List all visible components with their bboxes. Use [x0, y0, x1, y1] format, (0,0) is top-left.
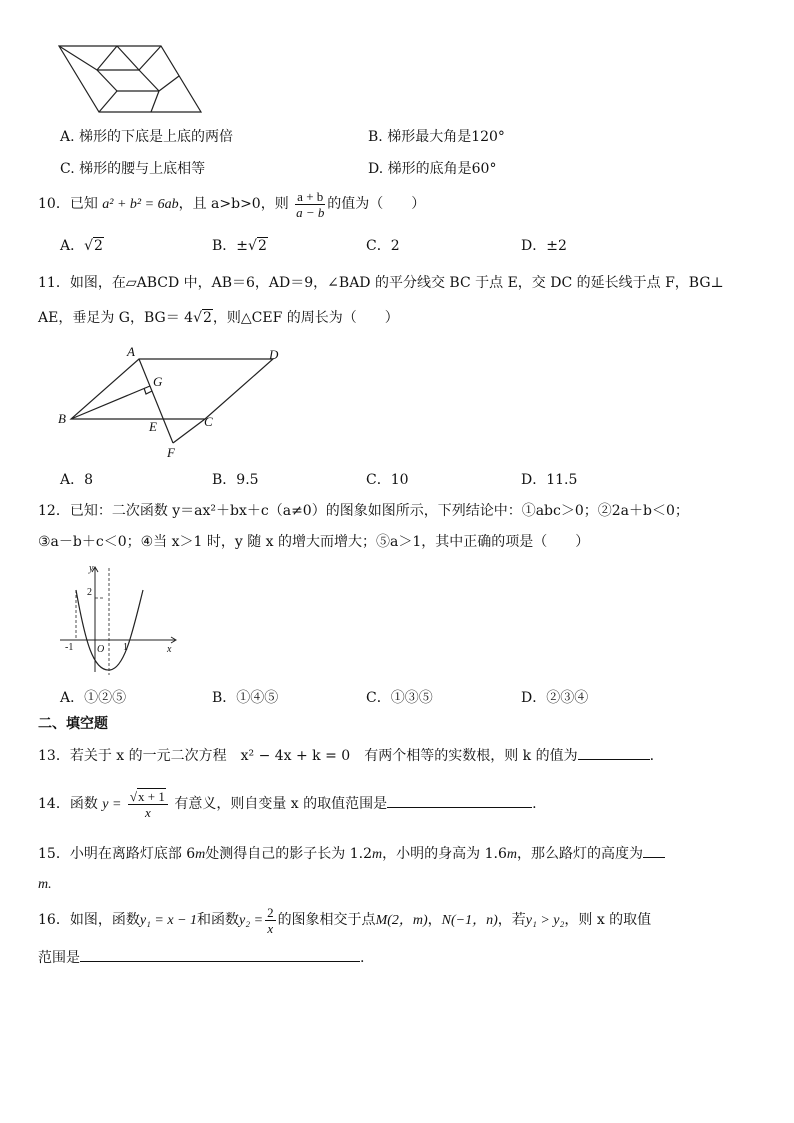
q11-stem-line2: AE，垂足为 G，BG＝ 4√2，则△CEF 的周长为（ ）: [38, 310, 399, 326]
q9-option-b: B. 梯形最大角是120°: [368, 129, 505, 145]
q10-equation: a² + b² = 6ab: [102, 197, 179, 212]
q10-stem: [38, 188, 425, 221]
graph-y-label: y: [89, 563, 94, 574]
q10-option-d: D．±2: [521, 238, 567, 254]
parallelogram-figure: [55, 343, 290, 461]
q9-option-a: A. 梯形的下底是上底的两倍: [60, 129, 234, 145]
q16-stem-line2: 范围是 .: [38, 950, 365, 966]
q13-stem: 13．若关于 x 的一元二次方程 x² − 4x + k = 0 有两个相等的实数根，则 k 的值为 .: [38, 748, 655, 764]
q15-stem-line1: 15．小明在离路灯底部 6m处测得自己的影子长为 1.2m，小明的身高为 1.6m，那么路灯的高度为: [38, 845, 665, 864]
q10-number: 10．: [38, 196, 70, 212]
label-c: C: [204, 414, 213, 429]
graph-tick-2: 2: [87, 587, 92, 598]
q12-stem-line1: 12．已知：二次函数 y＝ax²＋bx＋c（a≠0）的图象如图所示，下列结论中：①abc＞0；②2a＋b＜0；: [38, 503, 689, 519]
q11-option-a: A．8: [60, 472, 94, 488]
graph-tick-1: 1: [123, 642, 128, 653]
q11-stem-line1: 11．如图，在▱ABCD 中，AB＝6，AD＝9，∠BAD 的平分线交 BC 于点 E，交 DC 的延长线于点 F，BG⊥: [38, 275, 724, 291]
label-e: E: [149, 419, 157, 434]
q11-option-d: D．11.5: [521, 472, 578, 488]
q10-option-b: B．±√2: [212, 238, 267, 254]
q16-fraction: $\frac{2}{x}$: [267, 904, 274, 936]
q15-answer-blank[interactable]: [643, 857, 665, 858]
label-a: A: [127, 344, 135, 359]
q12-option-b: B．①④⑤: [212, 690, 279, 706]
label-b: B: [58, 411, 66, 426]
q10-option-a: A．√2: [60, 238, 103, 254]
q14-answer-blank[interactable]: [387, 807, 532, 808]
q11-option-c: C．10: [366, 472, 409, 488]
q14-fraction: $\frac{√x + 1}{x}$: [128, 789, 168, 820]
q10-suffix: 的值为（ ）: [327, 196, 426, 212]
label-d: D: [269, 347, 279, 362]
label-f: F: [167, 445, 175, 460]
label-g: G: [153, 374, 163, 389]
q16-answer-blank[interactable]: [80, 961, 360, 962]
graph-origin: O: [97, 644, 105, 655]
q12-option-c: C．①③⑤: [366, 690, 433, 706]
q10-mid: ，且 a>b>0，则: [178, 196, 289, 212]
q9-option-d: D. 梯形的底角是60°: [368, 161, 497, 177]
q12-option-d: D．②③④: [521, 690, 589, 706]
graph-x-label: x: [167, 644, 172, 655]
q14-stem: 14．函数 y = $\frac{√x + 1}{x}$ 有意义，则自变量 x 的取值范围是 .: [38, 788, 537, 820]
q12-option-a: A．①②⑤: [60, 690, 127, 706]
parabola-graph: [55, 560, 185, 678]
q13-answer-blank[interactable]: [578, 759, 650, 760]
graph-tick-neg1: -1: [65, 642, 74, 653]
q12-stem-line2: ③a－b＋c＜0；④当 x＞1 时，y 随 x 的增大而增大；⑤a＞1，其中正确的项是（ ）: [38, 534, 590, 550]
section-heading-fill-in: 二、填空题: [38, 716, 108, 732]
q11-option-b: B．9.5: [212, 472, 259, 488]
trapezoid-tiling-figure: [55, 42, 215, 116]
q10-option-c: C．2: [366, 238, 400, 254]
q16-stem-line1: 16．如图，函数y₁ = x − 1和函数y₂ = $\frac{2}{x}$ 的图象相交于点M(2，m)，N(−1，n)，若y₁ > y₂，则 x 的取值: [38, 904, 652, 936]
q10-fraction: $\frac{a + b}{a - b}$: [296, 188, 325, 220]
q15-stem-line2: m.: [38, 877, 52, 892]
q10-prefix: 已知: [69, 196, 98, 212]
q9-option-c: C. 梯形的腰与上底相等: [60, 161, 206, 177]
